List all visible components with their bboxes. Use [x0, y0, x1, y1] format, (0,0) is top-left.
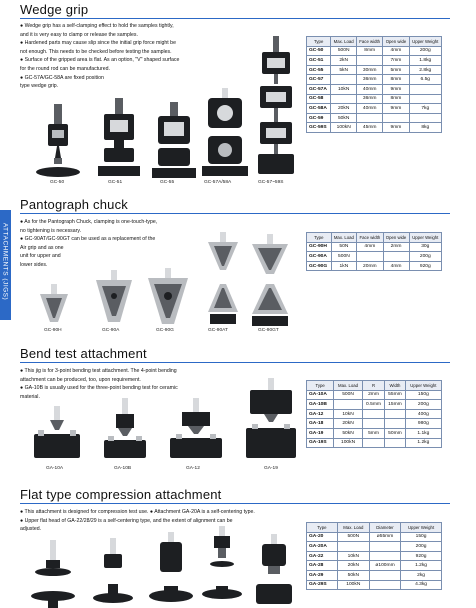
panto-rule	[20, 213, 450, 214]
caption: GA-10B	[114, 466, 132, 471]
cell: GA-29S	[307, 580, 338, 590]
cell: 9mm	[383, 84, 409, 94]
gc-90a-photo	[92, 268, 136, 328]
col-header: Width	[385, 381, 406, 391]
cell	[357, 252, 383, 262]
panto-bullet: unit for upper and	[20, 253, 61, 260]
cell: 0.5mm	[362, 400, 384, 410]
col-header: Face width	[356, 37, 382, 47]
wedge-bullet: ● Wedge grip has a self-clamping effect to hold the samples tightly,	[20, 23, 174, 29]
cell: GA-18	[307, 419, 334, 429]
wedge-bullet: ● Hardened parts may cause slip since the initial grip force might be	[20, 40, 176, 47]
cell: 2kg	[401, 570, 442, 580]
cell: 8mm	[383, 94, 409, 104]
col-header: Diameter	[369, 523, 400, 533]
cell: GC-59	[307, 113, 331, 123]
cell: 500N	[331, 46, 357, 56]
gc-50-photo	[30, 100, 86, 180]
ga-20-photo	[28, 538, 78, 608]
flat-bullet: adjusted.	[20, 526, 42, 533]
col-header: Max. Load	[331, 37, 357, 47]
table-header-row	[307, 233, 442, 243]
cell	[369, 542, 400, 552]
cell: 200g	[409, 46, 441, 56]
cell: 4mm	[357, 242, 383, 252]
table-row	[307, 542, 442, 552]
cell: GA-10A	[307, 390, 334, 400]
caption: GC-55	[160, 180, 175, 185]
col-header: Face width	[357, 233, 383, 243]
gc-55-photo	[148, 100, 200, 180]
cell: GA-29	[307, 570, 338, 580]
cell: 2.8kg	[409, 65, 441, 75]
cell: GC-59S	[307, 123, 331, 133]
gc-90h-photo	[34, 282, 74, 328]
bend-bullet: ● GA-10B is usually used for the three-point bending test for ceramic	[20, 385, 178, 392]
cell	[356, 113, 382, 123]
cell: 4.3kg	[401, 580, 442, 590]
cell: 9mm	[383, 104, 409, 114]
cell: GA-22	[307, 551, 338, 561]
table-row	[307, 419, 442, 429]
wedge-bullet: and it is very easy to clamp or release the samples.	[20, 31, 138, 38]
cell: 8mm	[383, 75, 409, 85]
wedge-bullet: not enough. This needs to be checked before testing the samples.	[20, 48, 172, 55]
cell: GC-55	[307, 65, 331, 75]
gc-57a-58a-photo	[198, 86, 252, 180]
table-row	[307, 46, 442, 56]
cell: 45mm	[356, 123, 382, 133]
cell: 5kN	[331, 65, 357, 75]
cell	[383, 113, 409, 123]
col-header: Type	[307, 37, 331, 47]
ga-22-photo	[146, 530, 196, 608]
table-row	[307, 65, 442, 75]
table-row	[307, 400, 442, 410]
cell: GC-51	[307, 56, 331, 66]
col-header: Type	[307, 233, 332, 243]
cell: GA-19	[307, 428, 334, 438]
panto-bullet: ● As for the Pantograph Chuck, clamping is one-touch-type,	[20, 219, 158, 225]
table-row	[307, 428, 442, 438]
ga-19-photo	[242, 376, 300, 462]
col-header: Upper Weight	[409, 233, 441, 243]
caption: GA-10A	[46, 466, 64, 471]
cell: 8kg	[409, 123, 441, 133]
cell: 10kN	[331, 84, 357, 94]
cell: 2mm	[383, 242, 409, 252]
wedge-bullet: for the round rod can be manufactured.	[20, 65, 110, 72]
cell: GA-19S	[307, 438, 334, 448]
flat-spec-table	[306, 522, 442, 590]
cell: 20kN	[331, 104, 357, 114]
cell: 30g	[409, 242, 441, 252]
panto-bullet: no tightening is necessary.	[20, 227, 82, 234]
caption: GC-90GT	[258, 328, 279, 333]
table-row	[307, 561, 442, 571]
bend-title: Bend test attachment	[20, 346, 147, 361]
ga-10a-photo	[30, 404, 84, 462]
cell: 10kN	[337, 551, 369, 561]
cell: 920g	[409, 261, 441, 271]
cell: 920g	[401, 551, 442, 561]
table-header-row	[307, 381, 442, 391]
gc-90gt-photo	[248, 232, 292, 328]
wedge-bullet: type wedge grip.	[20, 83, 59, 90]
col-header: Upper Weight	[409, 37, 441, 47]
cell: 36mm	[356, 75, 382, 85]
bend-bullet: material.	[20, 393, 40, 400]
cell: 15mm	[385, 400, 406, 410]
panto-bullet: Air grip and as one	[20, 244, 64, 251]
cell	[362, 438, 384, 448]
flat-rule	[20, 503, 450, 504]
gc-57-59s-photo	[252, 34, 300, 180]
cell: 36mm	[356, 94, 382, 104]
col-header: R	[362, 381, 384, 391]
caption: GC-57A/58A	[204, 180, 232, 185]
cell: 100kN	[337, 580, 369, 590]
table-header-row	[307, 37, 442, 47]
table-row	[307, 242, 442, 252]
caption: GC-90AT	[208, 328, 228, 333]
cell: 50kN	[331, 113, 357, 123]
cell: 1kN	[331, 261, 357, 271]
flat-title: Flat type compression attachment	[20, 487, 222, 502]
ga-12-photo	[168, 396, 224, 462]
caption: GA-19	[264, 466, 278, 471]
cell: 400g	[405, 409, 441, 419]
cell	[383, 252, 409, 262]
table-row	[307, 75, 442, 85]
table-row	[307, 570, 442, 580]
cell: 5mm	[383, 65, 409, 75]
cell	[385, 438, 406, 448]
panto-bullet: lower sides.	[20, 261, 48, 268]
table-row	[307, 390, 442, 400]
cell: 10kN	[334, 409, 363, 419]
cell: 1.2kg	[401, 561, 442, 571]
table-row	[307, 56, 442, 66]
cell: 980g	[405, 419, 441, 429]
caption: GC-90A	[102, 328, 120, 333]
caption: GC-57~59S	[258, 180, 284, 185]
cell: 5mm	[362, 428, 384, 438]
table-row	[307, 438, 442, 448]
side-tab	[0, 210, 11, 320]
bend-bullet: attachment can be produced, too, upon requirement.	[20, 376, 141, 383]
panto-bullet: ● GC-90AT/GC-90GT can be used as a replacement of the	[20, 236, 156, 243]
cell	[385, 409, 406, 419]
cell	[337, 542, 369, 552]
flat-bullet: ● Upper flat head of GA-22/28/29 is a self-centering type, and the extent of alignment can be	[20, 517, 233, 524]
cell: GC-90H	[307, 242, 332, 252]
cell: 55mm	[385, 390, 406, 400]
cell	[362, 419, 384, 429]
panto-spec-table	[306, 232, 442, 271]
cell: 500N	[337, 532, 369, 542]
cell: 500N	[334, 390, 363, 400]
caption: GC-90G	[156, 328, 174, 333]
cell	[331, 75, 357, 85]
cell	[362, 409, 384, 419]
col-header: Max. Load	[331, 233, 357, 243]
col-header: Type	[307, 523, 338, 533]
cell: 1.2kg	[405, 438, 441, 448]
cell: 150g	[401, 532, 442, 542]
table-row	[307, 532, 442, 542]
cell: 50kN	[337, 570, 369, 580]
cell: 4mm	[383, 261, 409, 271]
table-row	[307, 113, 442, 123]
cell: 1.1kg	[405, 428, 441, 438]
caption: GC-51	[108, 180, 123, 185]
col-header: Open wide	[383, 233, 409, 243]
cell	[331, 94, 357, 104]
table-row	[307, 261, 442, 271]
caption: GC-50	[50, 180, 65, 185]
wedge-bullets	[20, 22, 270, 91]
cell: 100kN	[331, 123, 357, 133]
cell: 100kN	[334, 438, 363, 448]
caption: GA-12	[186, 466, 200, 471]
cell: ø55mm	[369, 532, 400, 542]
wedge-title: Wedge grip	[20, 2, 89, 17]
table-row	[307, 551, 442, 561]
cell: 7mm	[383, 56, 409, 66]
cell: GA-28	[307, 561, 338, 571]
cell: GC-57A	[307, 84, 331, 94]
ga-20a-photo	[90, 536, 136, 608]
ga-29-photo	[248, 532, 300, 608]
col-header: Open wide	[383, 37, 409, 47]
cell: 150g	[405, 390, 441, 400]
cell: 20mm	[357, 261, 383, 271]
table-header-row	[307, 523, 442, 533]
cell: 50kN	[334, 428, 363, 438]
cell: 50mm	[385, 428, 406, 438]
ga-28-photo	[198, 524, 246, 608]
cell	[334, 400, 363, 410]
cell: GA-20	[307, 532, 338, 542]
gc-90g-photo	[144, 266, 192, 328]
col-header: Max. Load	[334, 381, 363, 391]
cell	[409, 84, 441, 94]
flat-bullet: ● This attachment is designed for compression test use. ● Attachment GA-20A is a self-centering type.	[20, 509, 255, 515]
side-tab-label: ATTACHMENTS (JIGS)	[1, 222, 9, 301]
cell: 200g	[405, 400, 441, 410]
col-header: Upper Weight	[405, 381, 441, 391]
cell	[409, 94, 441, 104]
cell: 2mm	[362, 390, 384, 400]
cell: 500N	[331, 252, 357, 262]
cell	[369, 570, 400, 580]
wedge-rule	[20, 18, 450, 19]
bend-rule	[20, 362, 450, 363]
bend-spec-table	[306, 380, 442, 448]
panto-bullets	[20, 218, 230, 270]
cell: 40mm	[356, 104, 382, 114]
cell: 200g	[401, 542, 442, 552]
cell	[385, 419, 406, 429]
cell: GC-50	[307, 46, 331, 56]
col-header: Upper Weight	[401, 523, 442, 533]
cell: 4mm	[383, 46, 409, 56]
table-row	[307, 104, 442, 114]
wedge-bullet: ● Surface of the gripped area is flat. As an option, "V" shaped surface	[20, 57, 180, 64]
cell: 200g	[409, 252, 441, 262]
cell: GC-57	[307, 75, 331, 85]
cell: 40mm	[356, 84, 382, 94]
ga-10b-photo	[100, 396, 150, 462]
bend-bullet: ● This jig is for 3-point bending test attachment. The 4-point bending	[20, 368, 177, 374]
cell: 50N	[331, 242, 357, 252]
cell: 30mm	[356, 65, 382, 75]
table-row	[307, 94, 442, 104]
gc-90at-photo	[204, 230, 242, 328]
cell: GC-58A	[307, 104, 331, 114]
caption: GC-90H	[44, 328, 62, 333]
col-header: Max. Load	[337, 523, 369, 533]
cell: 20kN	[334, 419, 363, 429]
cell: 7kg	[409, 104, 441, 114]
cell: 1.8kg	[409, 56, 441, 66]
cell: 6.5g	[409, 75, 441, 85]
cell: 9mm	[383, 123, 409, 133]
cell	[369, 580, 400, 590]
cell: GC-90A	[307, 252, 332, 262]
table-row	[307, 252, 442, 262]
cell: GC-58	[307, 94, 331, 104]
table-row	[307, 123, 442, 133]
wedge-bullet: ● GC-57A/GC-58A are fixed position	[20, 74, 104, 81]
table-row	[307, 580, 442, 590]
cell	[409, 113, 441, 123]
cell	[369, 551, 400, 561]
cell	[356, 56, 382, 66]
wedge-spec-table	[306, 36, 442, 133]
col-header: Type	[307, 381, 334, 391]
cell: GA-20A	[307, 542, 338, 552]
cell: 20kN	[337, 561, 369, 571]
cell: 8mm	[356, 46, 382, 56]
cell: GA-12	[307, 409, 334, 419]
gc-51-photo	[92, 96, 146, 180]
cell: ø100mm	[369, 561, 400, 571]
cell: GA-10B	[307, 400, 334, 410]
cell: 2kN	[331, 56, 357, 66]
table-row	[307, 409, 442, 419]
cell: GC-90G	[307, 261, 332, 271]
panto-title: Pantograph chuck	[20, 197, 128, 212]
table-row	[307, 84, 442, 94]
